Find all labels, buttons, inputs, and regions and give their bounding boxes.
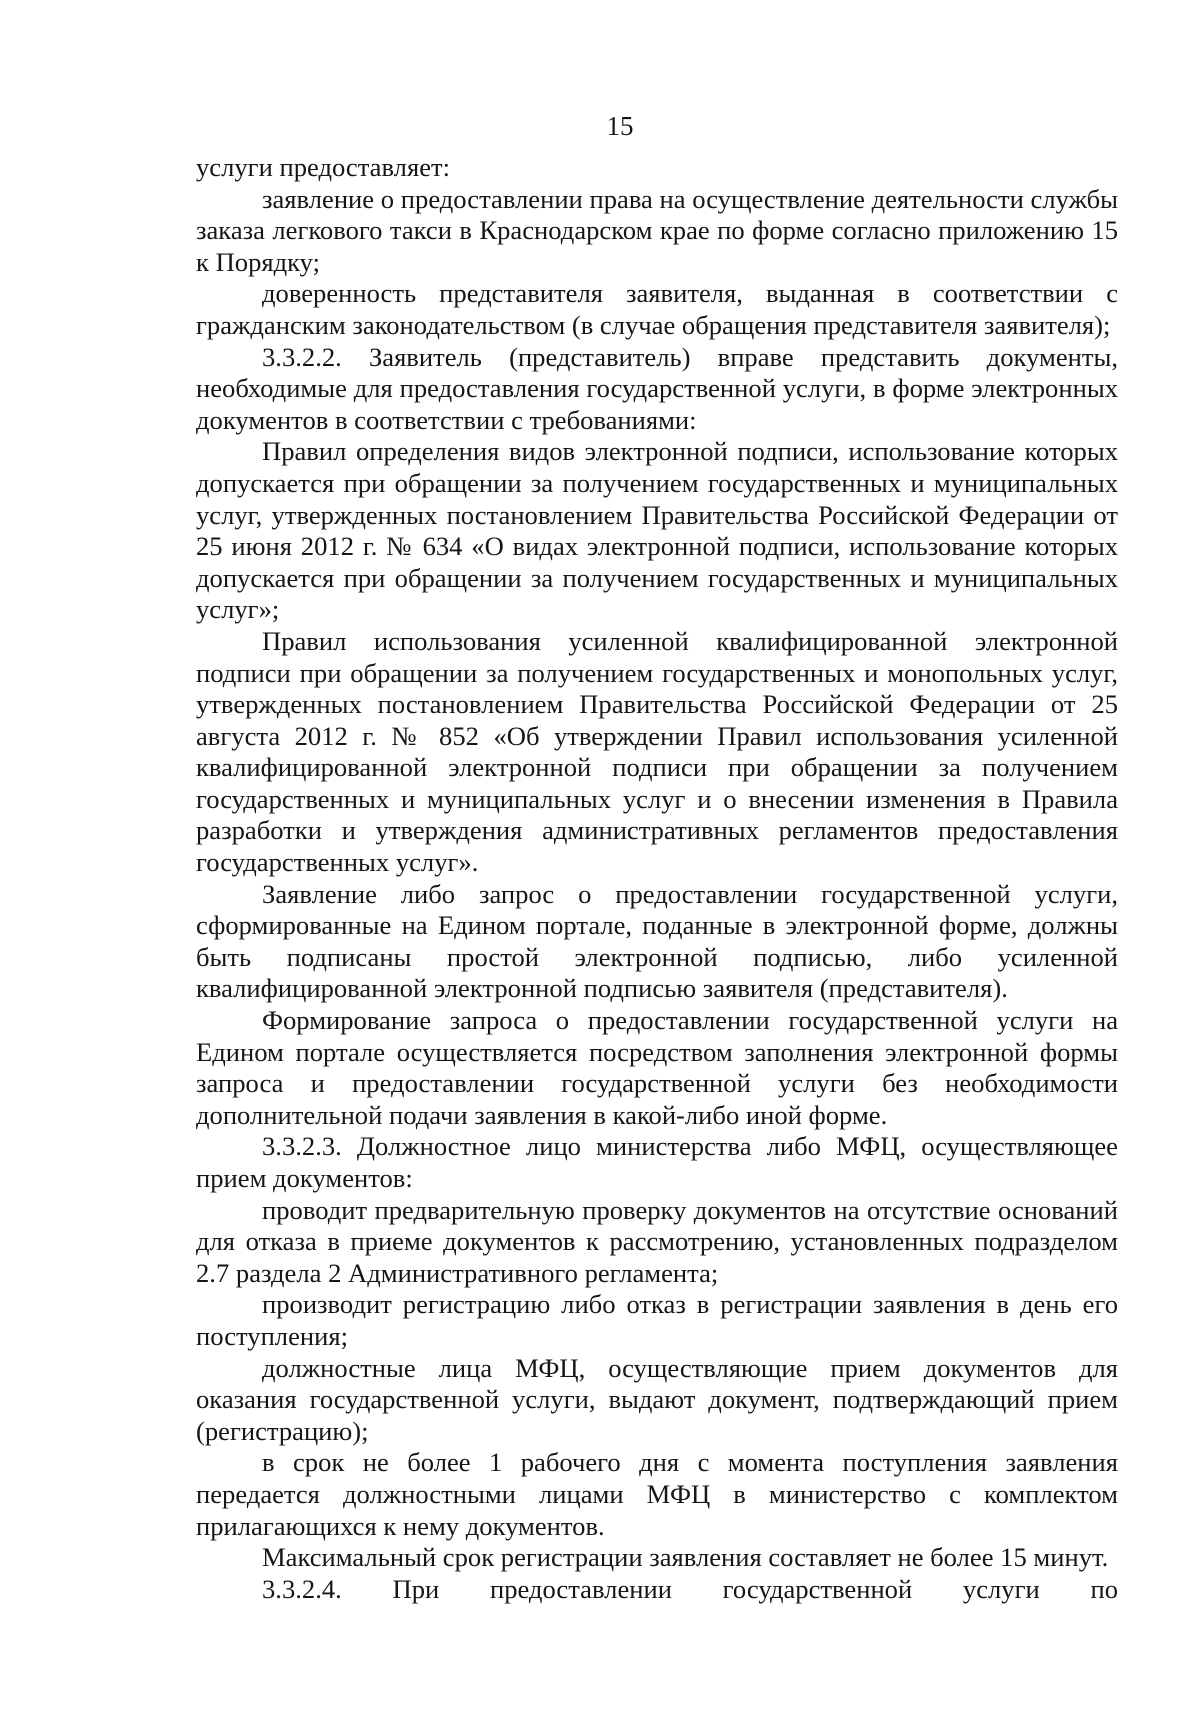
paragraph: 3.3.2.3. Должностное лицо министерства либо МФЦ, осуществляющее прием документов: bbox=[196, 1131, 1118, 1193]
paragraph: Правил определения видов электронной подписи, использование которых допускается при обращении за получением государственных и муниципальных услуг, утвержденных постановлением Правительства Российской Федерации от 25 июня 2012 г. № 634 «О видах электронной подписи, использование которых допускается при обращении за получением государственных и муниципальных услуг»; bbox=[196, 436, 1118, 625]
paragraph: должностные лица МФЦ, осуществляющие прием документов для оказания государственной услуги, выдают документ, подтверждающий прием (регистрацию); bbox=[196, 1352, 1118, 1446]
paragraph: производит регистрацию либо отказ в регистрации заявления в день его поступления; bbox=[196, 1289, 1118, 1351]
paragraph: в срок не более 1 рабочего дня с момента поступления заявления передается должностными лицами МФЦ в министерство с комплектом прилагающихся к нему документов. bbox=[196, 1447, 1118, 1541]
paragraph: Правил использования усиленной квалифицированной электронной подписи при обращении за получением государственных и монопольных услуг, утвержденных постановлением Правительства Российской Федерации от 25 августа 2012 г. № 852 «Об утверждении Правил использования усиленной квалифицированной электронной подписи при обращении за получением государственных и муниципальных услуг и о внесении изменения в Правила разработки и утверждения административных регламентов предоставления государственных услуг». bbox=[196, 625, 1118, 878]
paragraph: Максимальный срок регистрации заявления составляет не более 15 минут. bbox=[262, 1542, 1109, 1573]
paragraph-trailing: 3.3.2.4. При предоставлении государственной услуги по bbox=[262, 1573, 1118, 1604]
paragraph: проводит предварительную проверку документов на отсутствие оснований для отказа в приеме документов к рассмотрению, установленных подразделом 2.7 раздела 2 Административного регламента; bbox=[196, 1194, 1118, 1288]
paragraph: Заявление либо запрос о предоставлении государственной услуги, сформированные на Едином портале, поданные в электронной форме, должны быть подписаны простой электронной подписью, либо усиленной квалифицированной электронной подписью заявителя (представителя). bbox=[196, 878, 1118, 1004]
paragraph: Формирование запроса о предоставлении государственной услуги на Едином портале осуществляется посредством заполнения электронной формы запроса и предоставлении государственной услуги без необходимости дополнительной подачи заявления в какой-либо иной форме. bbox=[196, 1005, 1118, 1130]
paragraph: доверенность представителя заявителя, выданная в соответствии с гражданским законодательством (в случае обращения представителя заявителя); bbox=[196, 278, 1118, 340]
paragraph-continuation: услуги предоставляет: bbox=[196, 152, 451, 182]
paragraph: заявление о предоставлении права на осуществление деятельности службы заказа легкового такси в Краснодарском крае по форме согласно приложению 15 к Порядку; bbox=[196, 183, 1118, 277]
document-body bbox=[196, 152, 1118, 1605]
paragraph: 3.3.2.2. Заявитель (представитель) вправе представить документы, необходимые для предоставления государственной услуги, в форме электронных документов в соответствии с требованиями: bbox=[196, 341, 1118, 435]
page-number: 15 bbox=[606, 111, 634, 141]
